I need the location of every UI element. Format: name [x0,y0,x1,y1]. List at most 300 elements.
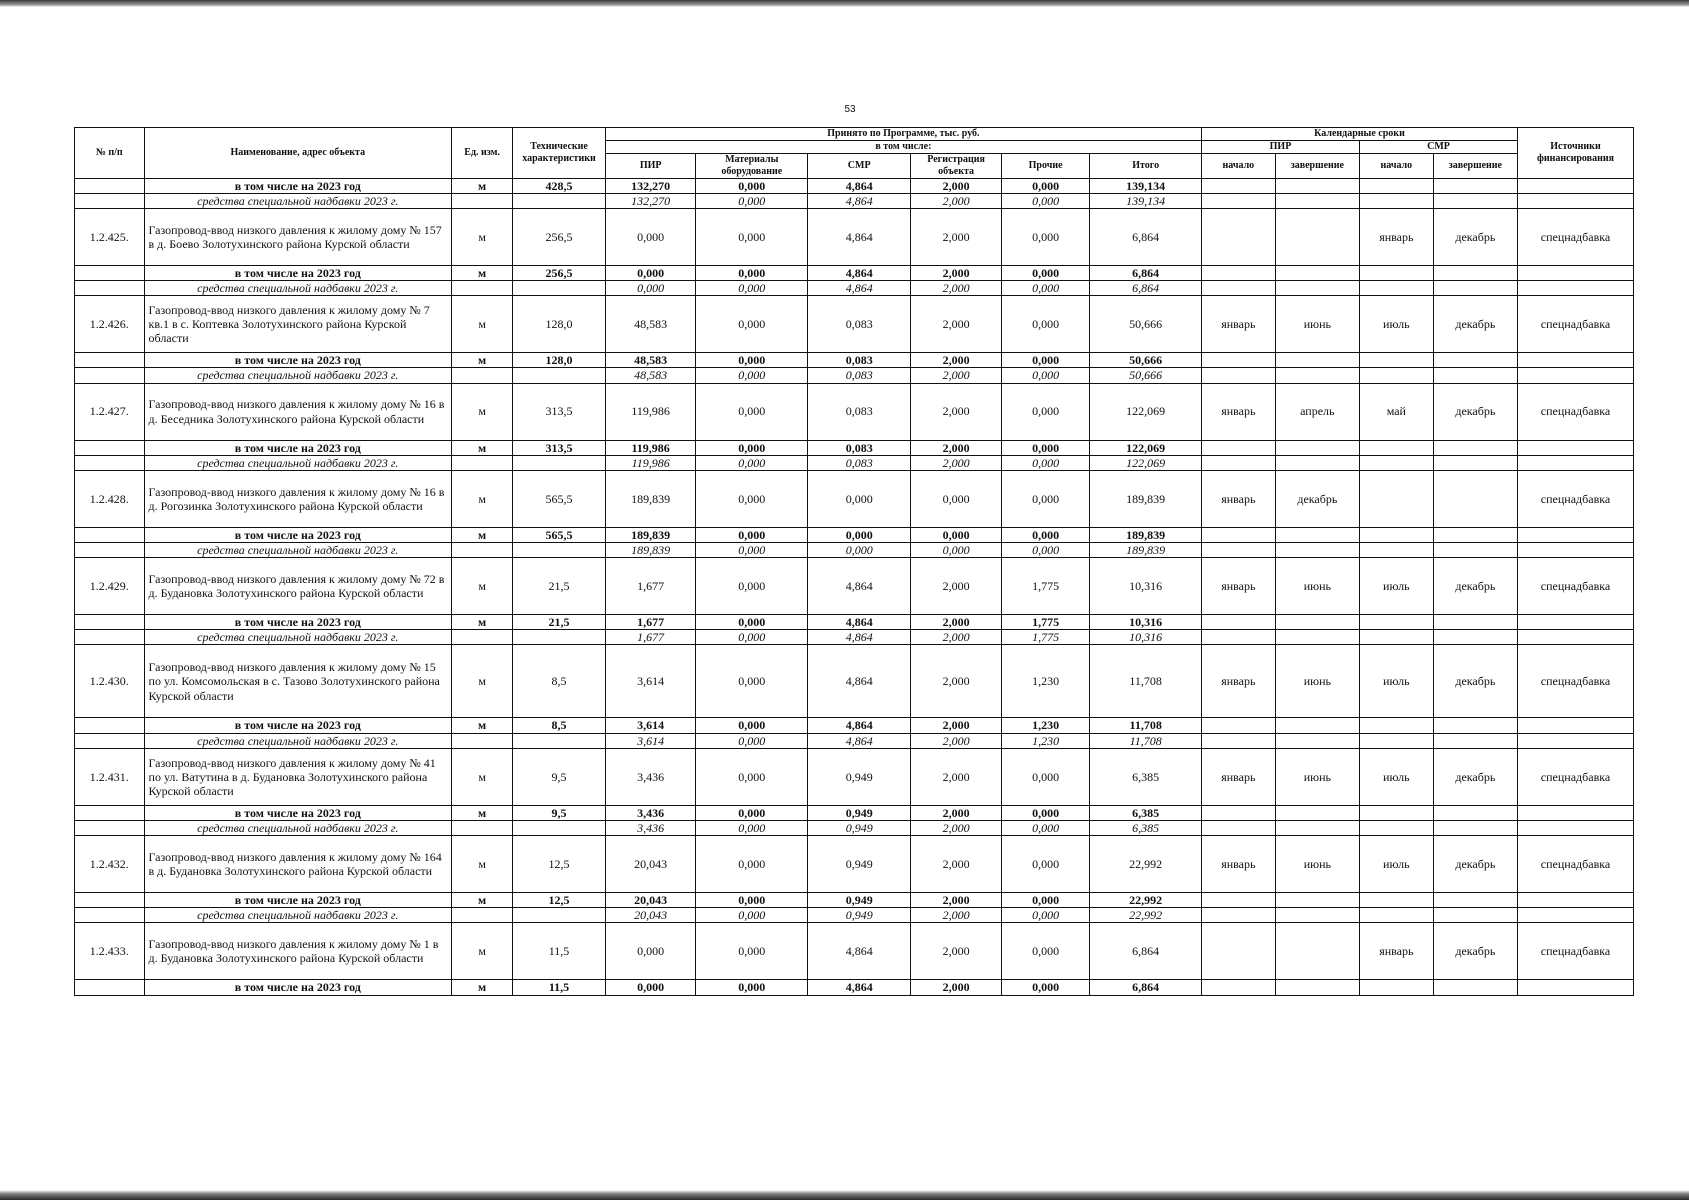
smr-start: июль [1359,748,1433,805]
funding-row [75,543,1634,558]
object-materials: 0,000 [696,836,808,893]
subtotal-label: в том числе на 2023 год [144,178,452,193]
empty-cell [1201,615,1275,630]
subtotal-smr: 4,864 [808,615,911,630]
funding-smr: 0,949 [808,820,911,835]
smr-end: декабрь [1433,383,1517,440]
funding-other: 0,000 [1001,455,1089,470]
funding-registration: 2,000 [911,368,1002,383]
subtotal-pir: 132,270 [605,178,696,193]
empty-cell [75,908,145,923]
object-materials: 0,000 [696,470,808,527]
funding-registration: 2,000 [911,281,1002,296]
funding-other: 0,000 [1001,543,1089,558]
funding-total: 189,839 [1090,543,1202,558]
funding-total: 22,992 [1090,908,1202,923]
subtotal-total: 122,069 [1090,440,1202,455]
subtotal-smr: 4,864 [808,718,911,733]
subtotal-registration: 2,000 [911,440,1002,455]
col-header-cal-pir: ПИР [1201,141,1359,154]
object-materials: 0,000 [696,383,808,440]
funding-label: средства специальной надбавки 2023 г. [144,455,452,470]
empty-cell [1433,805,1517,820]
table-row [75,296,1634,353]
subtotal-unit: м [452,615,513,630]
row-number: 1.2.426. [75,296,145,353]
empty-cell [1518,908,1634,923]
subtotal-label: в том числе на 2023 год [144,440,452,455]
subtotal-registration: 2,000 [911,178,1002,193]
funding-other: 1,775 [1001,630,1089,645]
smr-end: декабрь [1433,208,1517,265]
funding-other: 0,000 [1001,908,1089,923]
empty-cell [75,455,145,470]
col-header-pir-start: начало [1201,154,1275,179]
object-name: Газопровод-ввод низкого давления к жилому дому № 1 в д. Будановка Золотухинского района Курской области [144,923,452,980]
smr-start: январь [1359,208,1433,265]
empty-cell [1201,527,1275,542]
empty-cell [1433,733,1517,748]
funding-pir: 119,986 [605,455,696,470]
subtotal-unit: м [452,440,513,455]
smr-end: декабрь [1433,558,1517,615]
object-tech: 12,5 [513,836,606,893]
object-total: 10,316 [1090,558,1202,615]
empty-cell [1433,630,1517,645]
subtotal-unit: м [452,805,513,820]
empty-cell [1275,353,1359,368]
row-number: 1.2.432. [75,836,145,893]
object-pir: 48,583 [605,296,696,353]
subtotal-other: 0,000 [1001,980,1089,995]
empty-cell [452,455,513,470]
subtotal-smr: 4,864 [808,178,911,193]
subtotal-other: 1,230 [1001,718,1089,733]
subtotal-row [75,980,1634,995]
smr-start: июль [1359,645,1433,718]
object-name: Газопровод-ввод низкого давления к жилому дому № 164 в д. Будановка Золотухинского района Курской области [144,836,452,893]
object-other: 0,000 [1001,383,1089,440]
object-pir: 3,436 [605,748,696,805]
subtotal-total: 139,134 [1090,178,1202,193]
funding-other: 0,000 [1001,368,1089,383]
pir-start [1201,923,1275,980]
subtotal-other: 0,000 [1001,265,1089,280]
empty-cell [75,805,145,820]
empty-cell [1518,455,1634,470]
col-header-pir: ПИР [605,154,696,179]
smr-end: декабрь [1433,296,1517,353]
funding-label: средства специальной надбавки 2023 г. [144,368,452,383]
subtotal-total: 50,666 [1090,353,1202,368]
empty-cell [1433,265,1517,280]
funding-registration: 2,000 [911,193,1002,208]
funding-smr: 0,000 [808,543,911,558]
pir-end: июнь [1275,296,1359,353]
object-registration: 2,000 [911,296,1002,353]
funding-total: 11,708 [1090,733,1202,748]
funding-materials: 0,000 [696,543,808,558]
subtotal-label: в том числе на 2023 год [144,805,452,820]
funding-source: спецнадбавка [1518,470,1634,527]
subtotal-row [75,615,1634,630]
empty-cell [1201,440,1275,455]
funding-source: спецнадбавка [1518,836,1634,893]
empty-cell [513,455,606,470]
object-registration: 2,000 [911,645,1002,718]
funding-other: 0,000 [1001,820,1089,835]
object-unit: м [452,923,513,980]
empty-cell [1275,718,1359,733]
empty-cell [1359,265,1433,280]
smr-start: май [1359,383,1433,440]
subtotal-label: в том числе на 2023 год [144,893,452,908]
subtotal-tech: 12,5 [513,893,606,908]
empty-cell [1359,368,1433,383]
empty-cell [1433,543,1517,558]
pir-start: январь [1201,470,1275,527]
subtotal-tech: 21,5 [513,615,606,630]
subtotal-tech: 256,5 [513,265,606,280]
empty-cell [1518,820,1634,835]
smr-start [1359,470,1433,527]
object-total: 6,864 [1090,923,1202,980]
empty-cell [513,820,606,835]
empty-cell [513,908,606,923]
subtotal-tech: 11,5 [513,980,606,995]
funding-pir: 3,436 [605,820,696,835]
empty-cell [1275,265,1359,280]
empty-cell [1201,281,1275,296]
subtotal-materials: 0,000 [696,718,808,733]
funding-materials: 0,000 [696,820,808,835]
object-smr: 4,864 [808,923,911,980]
smr-end: декабрь [1433,645,1517,718]
subtotal-other: 0,000 [1001,440,1089,455]
subtotal-total: 6,385 [1090,805,1202,820]
object-other: 0,000 [1001,836,1089,893]
empty-cell [1518,980,1634,995]
object-tech: 256,5 [513,208,606,265]
pir-end: декабрь [1275,470,1359,527]
opening-subtotal-row [75,178,1634,193]
empty-cell [1359,718,1433,733]
subtotal-pir: 1,677 [605,615,696,630]
col-header-smr: СМР [808,154,911,179]
object-total: 6,385 [1090,748,1202,805]
empty-cell [1275,455,1359,470]
subtotal-pir: 119,986 [605,440,696,455]
empty-cell [1275,908,1359,923]
pir-start [1201,208,1275,265]
subtotal-row [75,805,1634,820]
empty-cell [1433,980,1517,995]
empty-cell [1201,820,1275,835]
pir-end: июнь [1275,748,1359,805]
object-unit: м [452,383,513,440]
empty-cell [1359,820,1433,835]
smr-end: декабрь [1433,748,1517,805]
subtotal-registration: 2,000 [911,805,1002,820]
subtotal-label: в том числе на 2023 год [144,980,452,995]
empty-cell [1275,893,1359,908]
subtotal-total: 6,864 [1090,980,1202,995]
subtotal-row [75,265,1634,280]
empty-cell [1359,615,1433,630]
empty-cell [513,733,606,748]
empty-cell [1518,353,1634,368]
object-registration: 2,000 [911,558,1002,615]
smr-start: июль [1359,836,1433,893]
empty-cell [1518,630,1634,645]
subtotal-label: в том числе на 2023 год [144,353,452,368]
program-table [74,127,1634,996]
funding-registration: 2,000 [911,455,1002,470]
subtotal-smr: 0,949 [808,805,911,820]
row-number: 1.2.428. [75,470,145,527]
empty-cell [1201,893,1275,908]
subtotal-smr: 0,083 [808,353,911,368]
subtotal-unit: м [452,353,513,368]
pir-end [1275,923,1359,980]
empty-cell [1359,527,1433,542]
object-registration: 2,000 [911,208,1002,265]
object-smr: 0,000 [808,470,911,527]
empty-cell [75,265,145,280]
empty-cell [75,718,145,733]
subtotal-tech: 128,0 [513,353,606,368]
object-tech: 11,5 [513,923,606,980]
empty-cell [1359,440,1433,455]
row-number: 1.2.425. [75,208,145,265]
object-tech: 128,0 [513,296,606,353]
empty-cell [1518,265,1634,280]
scan-bottom-edge [0,1190,1689,1200]
object-smr: 0,949 [808,748,911,805]
empty-cell [1201,265,1275,280]
funding-pir: 1,677 [605,630,696,645]
subtotal-smr: 4,864 [808,980,911,995]
row-number: 1.2.430. [75,645,145,718]
smr-start: июль [1359,558,1433,615]
empty-cell [1275,615,1359,630]
empty-cell [513,630,606,645]
col-header-calendar: Календарные сроки [1201,128,1517,141]
empty-cell [1201,353,1275,368]
subtotal-row [75,353,1634,368]
funding-materials: 0,000 [696,455,808,470]
empty-cell [1433,455,1517,470]
object-materials: 0,000 [696,208,808,265]
funding-pir: 132,270 [605,193,696,208]
empty-cell [1275,820,1359,835]
page-number: 53 [844,104,856,115]
empty-cell [513,368,606,383]
subtotal-materials: 0,000 [696,178,808,193]
subtotal-pir: 0,000 [605,265,696,280]
row-number: 1.2.431. [75,748,145,805]
empty-cell [75,615,145,630]
pir-start: январь [1201,383,1275,440]
subtotal-materials: 0,000 [696,527,808,542]
object-unit: м [452,645,513,718]
subtotal-smr: 0,083 [808,440,911,455]
pir-end: июнь [1275,645,1359,718]
empty-cell [452,543,513,558]
empty-cell [1518,440,1634,455]
object-tech: 21,5 [513,558,606,615]
col-header-unit: Ед. изм. [452,128,513,179]
empty-cell [452,733,513,748]
object-total: 122,069 [1090,383,1202,440]
object-materials: 0,000 [696,645,808,718]
subtotal-total: 22,992 [1090,893,1202,908]
funding-row [75,368,1634,383]
subtotal-label: в том числе на 2023 год [144,265,452,280]
empty-cell [1201,543,1275,558]
subtotal-materials: 0,000 [696,440,808,455]
empty-cell [1518,893,1634,908]
subtotal-registration: 2,000 [911,265,1002,280]
funding-source: спецнадбавка [1518,558,1634,615]
col-header-sources: Источники финансирования [1518,128,1634,179]
table-row [75,208,1634,265]
funding-row [75,733,1634,748]
funding-pir: 20,043 [605,908,696,923]
empty-cell [1433,718,1517,733]
object-total: 6,864 [1090,208,1202,265]
table-row [75,470,1634,527]
empty-cell [1359,805,1433,820]
subtotal-materials: 0,000 [696,615,808,630]
funding-smr: 4,864 [808,281,911,296]
funding-label: средства специальной надбавки 2023 г. [144,733,452,748]
subtotal-registration: 2,000 [911,615,1002,630]
subtotal-tech: 8,5 [513,718,606,733]
object-pir: 0,000 [605,923,696,980]
empty-cell [1518,733,1634,748]
subtotal-smr: 0,000 [808,527,911,542]
subtotal-pir: 3,614 [605,718,696,733]
scan-top-edge [0,0,1689,7]
subtotal-label: в том числе на 2023 год [144,718,452,733]
subtotal-row [75,718,1634,733]
subtotal-smr: 0,949 [808,893,911,908]
object-other: 0,000 [1001,208,1089,265]
funding-materials: 0,000 [696,630,808,645]
object-tech: 9,5 [513,748,606,805]
subtotal-registration: 2,000 [911,353,1002,368]
funding-smr: 0,083 [808,368,911,383]
empty-cell [1518,543,1634,558]
funding-source: спецнадбавка [1518,208,1634,265]
pir-start: январь [1201,558,1275,615]
col-header-pir-end: завершение [1275,154,1359,179]
empty-cell [452,630,513,645]
subtotal-other: 1,775 [1001,615,1089,630]
empty-cell [1275,543,1359,558]
empty-cell [1433,615,1517,630]
subtotal-other: 0,000 [1001,893,1089,908]
funding-registration: 2,000 [911,630,1002,645]
empty-cell [1275,368,1359,383]
pir-start: январь [1201,748,1275,805]
object-smr: 4,864 [808,208,911,265]
funding-materials: 0,000 [696,281,808,296]
object-smr: 0,949 [808,836,911,893]
subtotal-tech: 9,5 [513,805,606,820]
object-tech: 313,5 [513,383,606,440]
smr-start: июль [1359,296,1433,353]
subtotal-materials: 0,000 [696,980,808,995]
subtotal-unit: м [452,893,513,908]
subtotal-unit: м [452,527,513,542]
object-name: Газопровод-ввод низкого давления к жилому дому № 16 в д. Беседника Золотухинского района Курской области [144,383,452,440]
subtotal-materials: 0,000 [696,265,808,280]
object-name: Газопровод-ввод низкого давления к жилому дому № 7 кв.1 в с. Коптевка Золотухинского района Курской области [144,296,452,353]
col-header-smr-start: начало [1359,154,1433,179]
smr-end: декабрь [1433,836,1517,893]
funding-registration: 2,000 [911,733,1002,748]
funding-materials: 0,000 [696,908,808,923]
empty-cell [1275,440,1359,455]
funding-materials: 0,000 [696,733,808,748]
empty-cell [75,440,145,455]
subtotal-other: 0,000 [1001,178,1089,193]
col-header-cal-smr: СМР [1359,141,1517,154]
pir-start: январь [1201,836,1275,893]
subtotal-row [75,440,1634,455]
object-materials: 0,000 [696,558,808,615]
funding-smr: 0,083 [808,455,911,470]
object-name: Газопровод-ввод низкого давления к жилому дому № 41 по ул. Ватутина в д. Будановка Золотухинского района Курской области [144,748,452,805]
funding-total: 10,316 [1090,630,1202,645]
empty-cell [1433,440,1517,455]
empty-cell [1275,733,1359,748]
subtotal-registration: 0,000 [911,527,1002,542]
empty-cell [1433,353,1517,368]
object-name: Газопровод-ввод низкого давления к жилому дому № 157 в д. Боево Золотухинского района Курской области [144,208,452,265]
subtotal-tech: 313,5 [513,440,606,455]
empty-cell [452,368,513,383]
funding-total: 122,069 [1090,455,1202,470]
object-smr: 0,083 [808,296,911,353]
object-registration: 2,000 [911,923,1002,980]
empty-cell [452,281,513,296]
funding-label: средства специальной надбавки 2023 г. [144,193,452,208]
object-registration: 2,000 [911,383,1002,440]
empty-cell [1433,527,1517,542]
empty-cell [1359,980,1433,995]
object-unit: м [452,296,513,353]
object-unit: м [452,836,513,893]
funding-source: спецнадбавка [1518,645,1634,718]
funding-source: спецнадбавка [1518,383,1634,440]
subtotal-pir: 3,436 [605,805,696,820]
subtotal-materials: 0,000 [696,353,808,368]
object-materials: 0,000 [696,296,808,353]
pir-end: апрель [1275,383,1359,440]
object-other: 0,000 [1001,923,1089,980]
table-row [75,383,1634,440]
empty-cell [1433,820,1517,835]
empty-cell [1359,733,1433,748]
empty-cell [513,281,606,296]
empty-cell [1518,527,1634,542]
subtotal-smr: 4,864 [808,265,911,280]
funding-pir: 189,839 [605,543,696,558]
funding-row [75,630,1634,645]
